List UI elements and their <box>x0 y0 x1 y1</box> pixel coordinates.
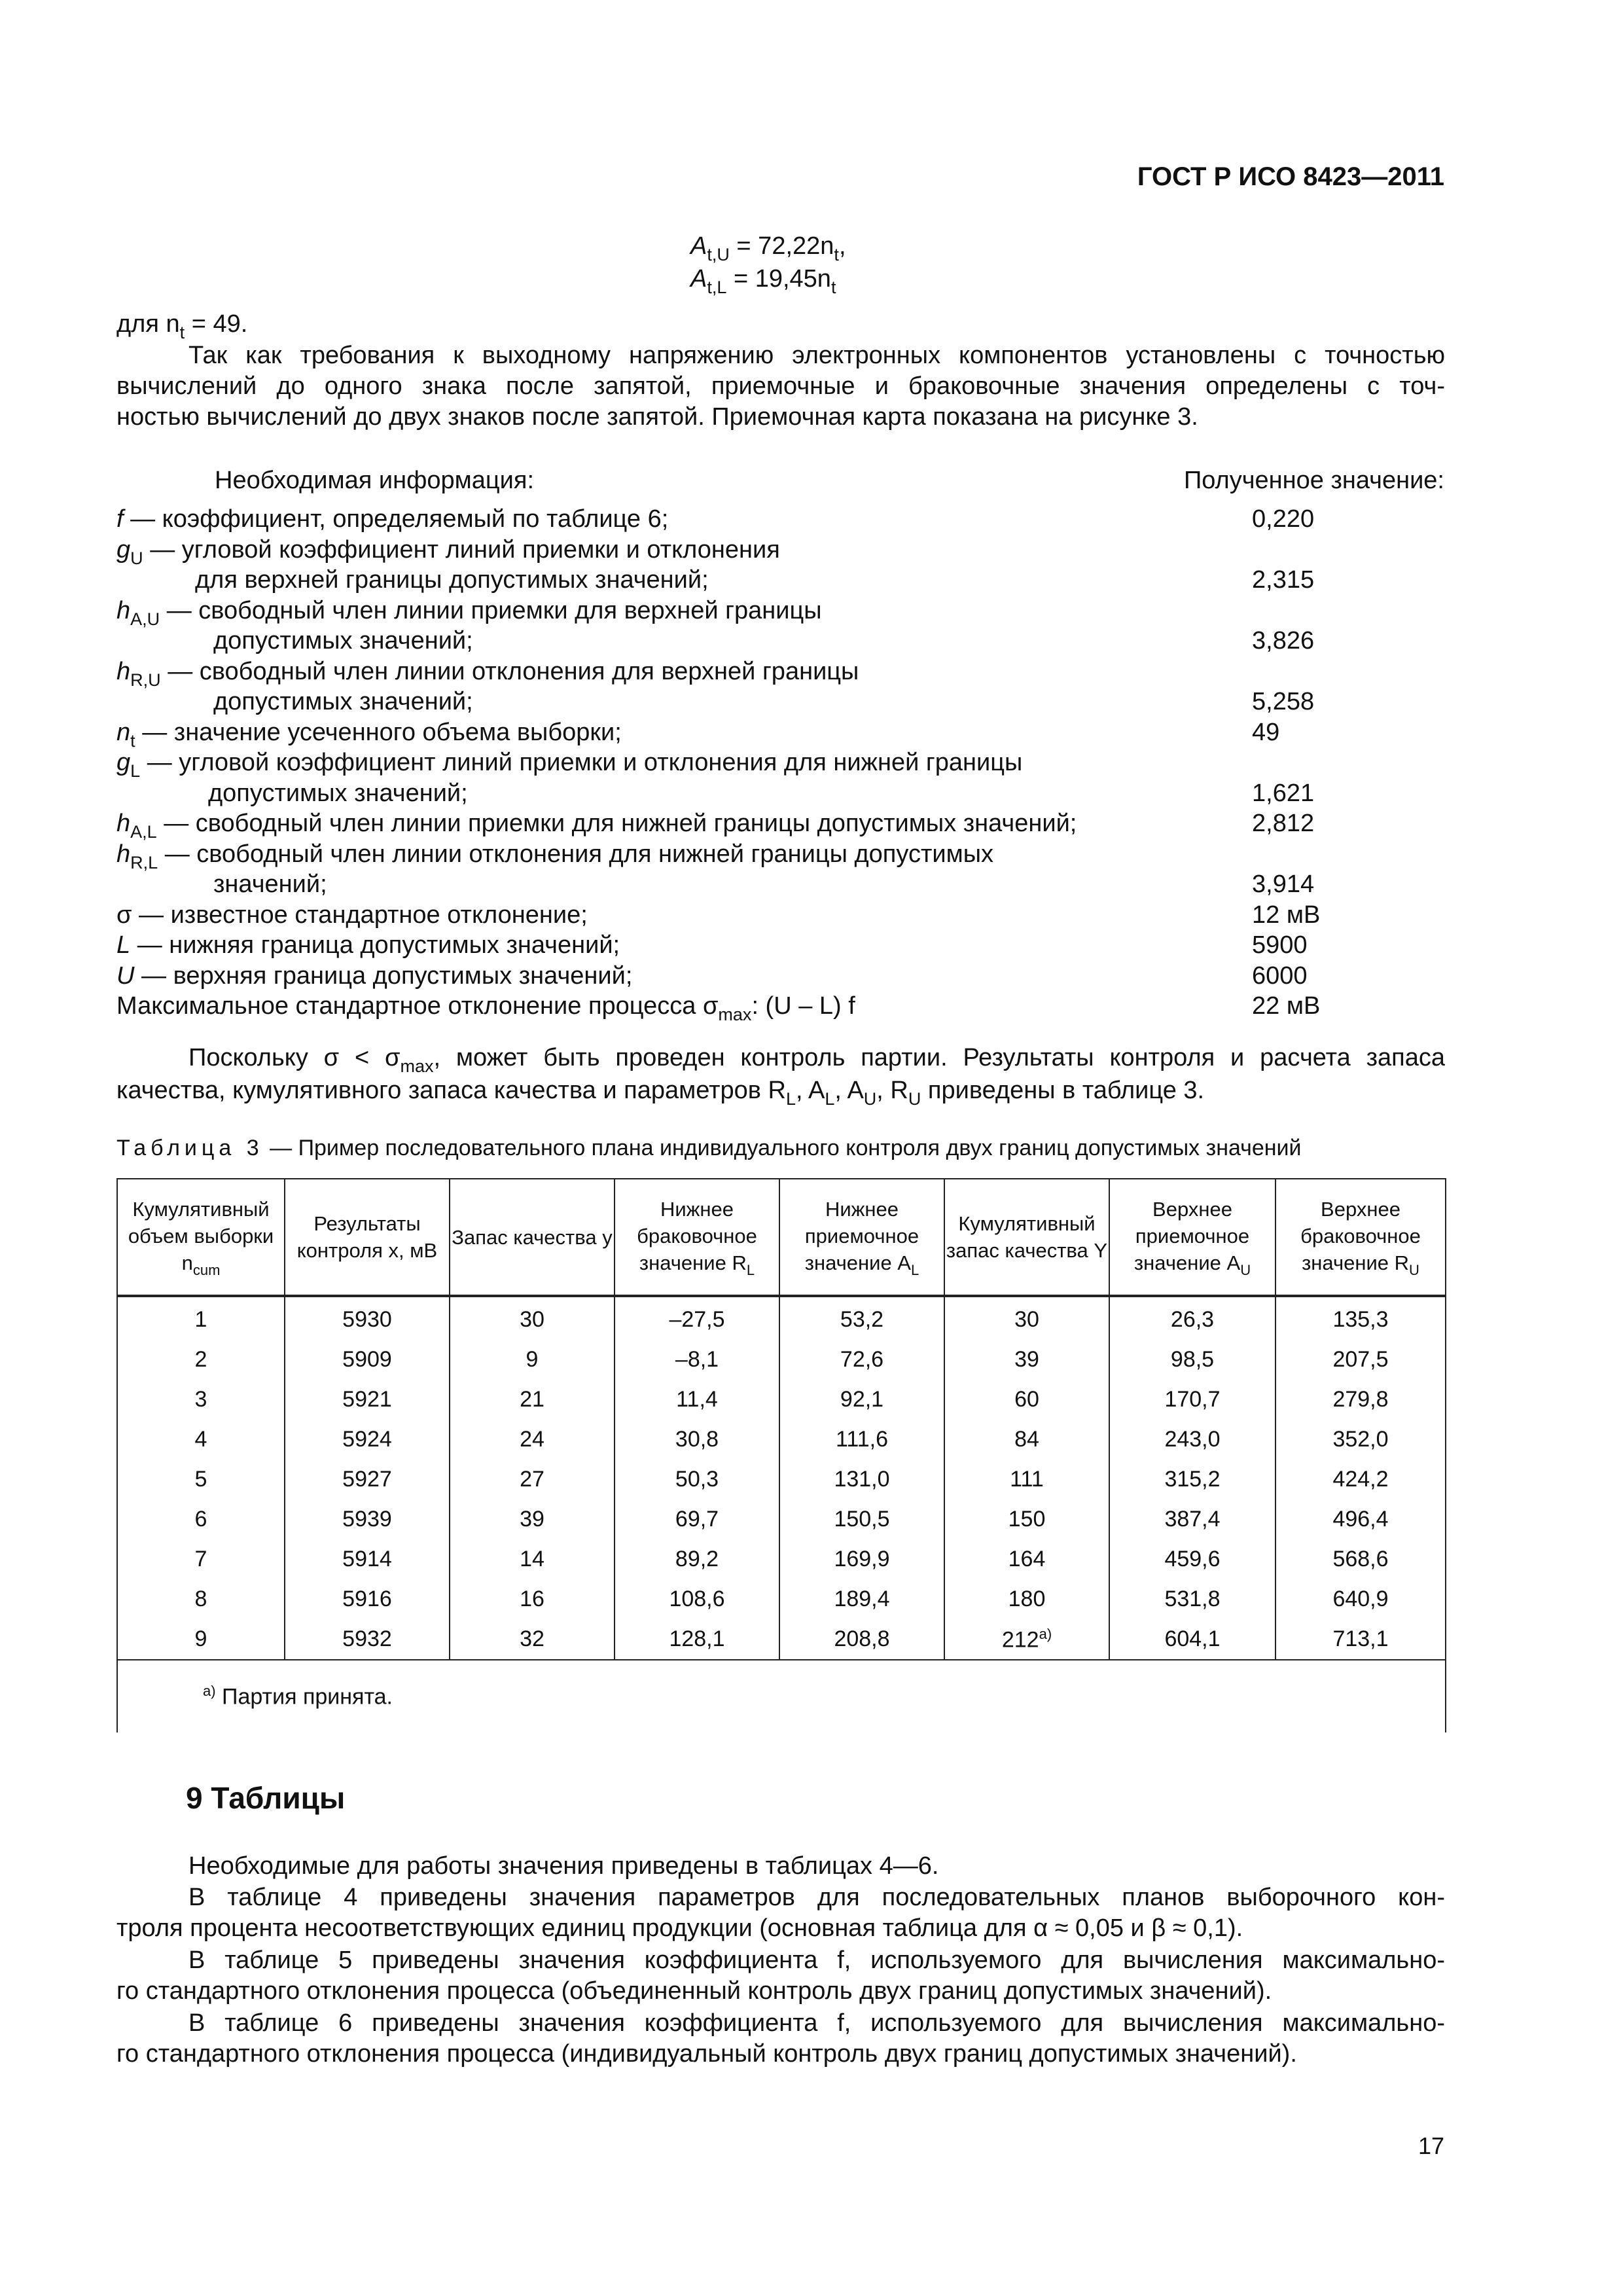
text-span: , R <box>876 1077 908 1104</box>
table-cell: 135,3 <box>1275 1296 1446 1340</box>
text-span <box>117 1296 1446 1732</box>
section-paragraph-2 <box>116 1882 1445 1944</box>
text-span: Нижнее браковочное значение R <box>637 1198 757 1274</box>
text-span: качества, кумулятивного запаса качества и параметров R <box>116 1077 786 1104</box>
section-paragraph-3 <box>116 1945 1445 2007</box>
text-span: 212 <box>1001 1627 1039 1653</box>
text-span: — угловой коэффициент линий приемки и отклонения для нижней границы <box>140 749 1023 776</box>
table-cell: 30,8 <box>615 1420 779 1460</box>
subscript: L <box>825 1089 835 1109</box>
text-span: Запас качества y <box>452 1225 613 1249</box>
table-cell: 8 <box>117 1579 285 1619</box>
for-n-line <box>116 309 1445 342</box>
text-span: Результаты контроля x, мВ <box>296 1212 438 1262</box>
section-paragraph-4 <box>116 2008 1445 2070</box>
table-cell: 189,4 <box>779 1579 944 1619</box>
table-cell: 713,1 <box>1275 1619 1446 1660</box>
formula-at-u <box>690 232 846 264</box>
table-cell: 50,3 <box>615 1460 779 1499</box>
text-span: = 49. <box>185 310 248 338</box>
text-span: = 72,22n <box>729 232 834 260</box>
table-cell: 1 <box>117 1296 285 1340</box>
text-line: В таблице 4 приведены значения параметров для последовательных планов выборочного кон- <box>188 1884 1445 1911</box>
text-span: Кумулятивный объем выборки n <box>128 1198 274 1274</box>
symbol: A <box>690 265 707 293</box>
info-value: 49 <box>1252 718 1280 746</box>
subscript: t <box>130 730 135 751</box>
subscript: t <box>830 278 836 297</box>
info-row <box>116 808 1445 842</box>
section-title: 9 Таблицы <box>186 1781 346 1815</box>
header-upper-accept <box>1109 1179 1275 1296</box>
table-cell: 24 <box>450 1420 615 1460</box>
info-row <box>116 626 1445 656</box>
info-text <box>116 900 588 931</box>
text-span: Поскольку σ < σ <box>188 1044 401 1071</box>
table-cell: 180 <box>944 1579 1109 1619</box>
table-cell: 111 <box>944 1460 1109 1499</box>
text-span: , A <box>834 1077 864 1104</box>
table-cell: 243,0 <box>1109 1420 1275 1460</box>
table-row <box>117 1619 1446 1660</box>
table-row <box>117 1539 1446 1579</box>
subscript: R,U <box>130 670 161 690</box>
symbol: h <box>116 596 131 624</box>
header-results <box>285 1179 450 1296</box>
value-heading: Полученное значение: <box>1183 467 1444 494</box>
table-row <box>117 1296 1446 1340</box>
table-cell: 459,6 <box>1109 1539 1275 1579</box>
table-cell: 5927 <box>285 1460 450 1499</box>
subscript: A,L <box>130 822 157 842</box>
table-cell: 315,2 <box>1109 1460 1275 1499</box>
text-span: — угловой коэффициент линий приемки и отклонения <box>143 535 780 564</box>
symbol: n <box>116 718 131 746</box>
table-cell: 208,8 <box>779 1619 944 1660</box>
info-row <box>116 778 1445 809</box>
text-span: Кумулятивный запас качества Y <box>946 1212 1108 1262</box>
table-cell: 89,2 <box>615 1539 779 1579</box>
symbol: A <box>690 232 707 260</box>
text-span: = 19,45n <box>726 265 831 293</box>
subscript: L <box>785 1089 796 1109</box>
text-span <box>117 1179 1446 1296</box>
info-row <box>116 535 1445 568</box>
header-lower-reject <box>615 1179 779 1296</box>
header-cumulative-margin <box>944 1179 1109 1296</box>
table-cell: 27 <box>450 1460 615 1499</box>
info-text <box>116 839 993 872</box>
info-value: 0,220 <box>1252 505 1315 533</box>
symbol: g <box>116 749 131 776</box>
info-text: значений; <box>213 870 327 898</box>
table-cell: 39 <box>944 1340 1109 1380</box>
subscript: max <box>718 1005 752 1024</box>
table-cell: 5914 <box>285 1539 450 1579</box>
info-value: 22 мВ <box>1252 992 1321 1020</box>
text-span: , A <box>796 1077 825 1104</box>
symbol: f <box>116 505 124 533</box>
subscript: max <box>400 1056 434 1076</box>
info-row <box>116 991 1445 1022</box>
symbol: U <box>116 961 135 990</box>
table-cell: 111,6 <box>779 1420 944 1460</box>
table-footnote <box>117 1660 1446 1732</box>
table-cell: 26,3 <box>1109 1296 1275 1340</box>
table-cell: 387,4 <box>1109 1499 1275 1539</box>
info-row <box>116 596 1445 629</box>
text-line <box>116 1043 1445 1075</box>
page-number: 17 <box>1418 2132 1444 2159</box>
table-cell: 39 <box>450 1499 615 1539</box>
text-line: В таблице 5 приведены значения коэффициента f, используемого для вычисления максимально- <box>188 1946 1445 1974</box>
formula-at-l <box>690 265 836 297</box>
symbol: g <box>116 535 131 564</box>
info-row <box>116 687 1445 717</box>
table-cell: 32 <box>450 1619 615 1660</box>
text-line: ностью вычислений до двух знаков после запятой. Приемочная карта показана на рисунке 3. <box>116 403 1198 431</box>
table-cell: 131,0 <box>779 1460 944 1499</box>
info-row <box>116 504 1445 535</box>
info-row <box>116 747 1445 781</box>
table-cell: 531,8 <box>1109 1579 1275 1619</box>
table-cell: 5932 <box>285 1619 450 1660</box>
table-cell: 9 <box>117 1619 285 1660</box>
info-row <box>116 900 1445 931</box>
text-line <box>116 1075 1445 1108</box>
text-span: — нижняя граница допустимых значений; <box>130 931 620 959</box>
info-text <box>116 808 1077 841</box>
table-cell: 30 <box>450 1296 615 1340</box>
text-span: Нижнее приемочное значение A <box>804 1198 919 1274</box>
symbol: L <box>116 931 131 959</box>
subscript: t <box>834 245 839 264</box>
table-cell: 150 <box>944 1499 1109 1539</box>
subscript: U <box>1409 1262 1419 1278</box>
info-text: допустимых значений; <box>213 627 473 655</box>
table-footnote-row <box>117 1660 1446 1732</box>
subscript: R,L <box>130 852 158 872</box>
text-span: σ <box>116 901 132 929</box>
subscript: cum <box>192 1262 221 1278</box>
header-upper-reject <box>1275 1179 1446 1296</box>
info-value: 5900 <box>1252 931 1308 959</box>
info-text <box>116 535 780 567</box>
info-value: 6000 <box>1252 961 1308 990</box>
subscript: t,U <box>707 245 730 264</box>
info-list <box>116 504 1445 1022</box>
table-cell: 5916 <box>285 1579 450 1619</box>
symbol: h <box>116 810 131 837</box>
header-quality-margin <box>450 1179 615 1296</box>
info-value: 3,914 <box>1252 870 1315 898</box>
table-cell: 6 <box>117 1499 285 1539</box>
table-cell: 108,6 <box>615 1579 779 1619</box>
text-line: В таблице 6 приведены значения коэффициента f, используемого для вычисления максимально- <box>188 2009 1445 2037</box>
table-cell: 640,9 <box>1275 1579 1446 1619</box>
table-cell: 21 <box>450 1380 615 1420</box>
table-cell: 7 <box>117 1539 285 1579</box>
since-paragraph <box>116 1043 1445 1108</box>
table-row <box>117 1420 1446 1460</box>
table-cell: 84 <box>944 1420 1109 1460</box>
text-span: — верхняя граница допустимых значений; <box>134 961 633 990</box>
text-line: Так как требования к выходному напряжению электронных компонентов установлены с точностью <box>188 342 1445 369</box>
table-cell: 11,4 <box>615 1380 779 1420</box>
table-cell: 5921 <box>285 1380 450 1420</box>
info-row <box>116 839 1445 870</box>
header-cumulative-sample <box>117 1179 285 1296</box>
subscript: L <box>911 1262 919 1278</box>
subscript: L <box>746 1262 755 1278</box>
table-cell: 98,5 <box>1109 1340 1275 1380</box>
table-row <box>117 1340 1446 1380</box>
text-line: го стандартного отклонения процесса (объединенный контроль двух границ допустимых значений). <box>116 1977 1272 2005</box>
footnote-mark: а) <box>1039 1625 1052 1642</box>
table-cell: 3 <box>117 1380 285 1420</box>
table-cell: –27,5 <box>615 1296 779 1340</box>
info-row <box>116 565 1445 596</box>
table-row <box>117 1460 1446 1499</box>
text-span: — коэффициент, определяемый по таблице 6; <box>123 505 669 533</box>
text-line: го стандартного отклонения процесса (индивидуальный контроль двух границ допустимых значений). <box>116 2040 1297 2068</box>
info-value: 2,315 <box>1252 566 1315 594</box>
subscript: U <box>908 1089 921 1109</box>
table-cell: –8,1 <box>615 1340 779 1380</box>
info-text <box>116 961 632 992</box>
table-cell: 53,2 <box>779 1296 944 1340</box>
table-row <box>117 1579 1446 1619</box>
table-cell: 207,5 <box>1275 1340 1446 1380</box>
info-row <box>116 869 1445 900</box>
text-span: приведены в таблице 3. <box>921 1077 1205 1104</box>
subscript: U <box>1240 1262 1251 1278</box>
table-cell: 164 <box>944 1539 1109 1579</box>
info-value: 12 мВ <box>1252 901 1321 929</box>
intro-paragraph <box>116 340 1445 433</box>
table-cell: 5939 <box>285 1499 450 1539</box>
table-row <box>117 1499 1446 1539</box>
info-text: для верхней границы допустимых значений; <box>195 566 709 594</box>
table-cell: 14 <box>450 1539 615 1579</box>
info-text <box>116 717 622 750</box>
text-span: для n <box>116 310 180 338</box>
table-cell: 170,7 <box>1109 1380 1275 1420</box>
table-cell: 150,5 <box>779 1499 944 1539</box>
table-cell: 5930 <box>285 1296 450 1340</box>
table-cell: 4 <box>117 1420 285 1460</box>
document-id: ГОСТ Р ИСО 8423—2011 <box>1137 162 1444 191</box>
text-span: : (U – L) f <box>751 992 855 1020</box>
table-cell: 604,1 <box>1109 1619 1275 1660</box>
header-lower-accept <box>779 1179 944 1296</box>
table-3 <box>116 1178 1446 1732</box>
subscript: A,U <box>130 609 160 629</box>
info-row <box>116 930 1445 961</box>
table-cell: 60 <box>944 1380 1109 1420</box>
info-text: допустимых значений; <box>213 688 473 715</box>
subscript: t <box>179 323 185 342</box>
text-span: , может быть проведен контроль партии. Результаты контроля и расчета запаса <box>433 1044 1445 1071</box>
text-span: — свободный член линии отклонения для нижней границы допустимых <box>158 840 994 868</box>
info-text: допустимых значений; <box>208 779 468 807</box>
info-value: 1,621 <box>1252 779 1315 807</box>
info-text <box>116 930 620 961</box>
table-cell: 568,6 <box>1275 1539 1446 1579</box>
info-text <box>116 596 822 628</box>
footnote-mark: а) <box>203 1683 216 1700</box>
text-span: Верхнее приемочное значение A <box>1133 1198 1250 1274</box>
table-cell: 496,4 <box>1275 1499 1446 1539</box>
table-cell: 5924 <box>285 1420 450 1460</box>
text-span: Максимальное стандартное отклонение процесса σ <box>116 992 719 1020</box>
text-span: Партия принята. <box>215 1684 393 1710</box>
text-span: — свободный член линии отклонения для верхней границы <box>160 657 859 685</box>
table-cell: 92,1 <box>779 1380 944 1420</box>
table-cell: 69,7 <box>615 1499 779 1539</box>
info-row <box>116 656 1445 690</box>
table-cell: 30 <box>944 1296 1109 1340</box>
info-text <box>116 656 859 689</box>
text-span: — Пример последовательного плана индивидуального контроля двух границ допустимых значений <box>263 1136 1302 1160</box>
table-cell: 9 <box>450 1340 615 1380</box>
table-cell: 5909 <box>285 1340 450 1380</box>
table-row <box>117 1380 1446 1420</box>
info-row <box>116 717 1445 751</box>
text-span: — известное стандартное отклонение; <box>132 901 588 929</box>
info-value: 5,258 <box>1252 688 1315 715</box>
info-text <box>116 991 855 1024</box>
text-line: вычислений до одного знака после запятой, приемочные и браковочные значения определены с точ- <box>116 372 1445 400</box>
subscript: U <box>863 1089 877 1109</box>
text-span: — свободный член линии приемки для нижней границы допустимых значений; <box>156 810 1077 837</box>
text-span: — свободный член линии приемки для верхней границы <box>160 596 822 624</box>
table-cell: 16 <box>450 1579 615 1619</box>
table-cell: 352,0 <box>1275 1420 1446 1460</box>
subscript: L <box>130 761 141 781</box>
table-cell: 72,6 <box>779 1340 944 1380</box>
table-header-row <box>117 1179 1446 1296</box>
text-span: Таблица 3 <box>116 1136 264 1160</box>
table-cell: 5 <box>117 1460 285 1499</box>
info-row <box>116 961 1445 992</box>
text-span: — значение усеченного объема выборки; <box>135 718 622 746</box>
table-caption <box>116 1136 1302 1161</box>
table-cell <box>944 1619 1109 1660</box>
section-paragraph-1: Необходимые для работы значения приведены в таблицах 4—6. <box>188 1852 939 1880</box>
info-value: 2,812 <box>1252 810 1315 837</box>
text-span: , <box>838 232 846 260</box>
table-cell: 424,2 <box>1275 1460 1446 1499</box>
info-text <box>116 747 1022 780</box>
symbol: h <box>116 657 131 685</box>
info-value: 3,826 <box>1252 627 1315 655</box>
subscript: U <box>130 548 143 568</box>
table-cell: 128,1 <box>615 1619 779 1660</box>
text-span: Верхнее браковочное значение R <box>1300 1198 1421 1274</box>
subscript: t,L <box>707 278 727 297</box>
table-cell: 279,8 <box>1275 1380 1446 1420</box>
table-cell: 2 <box>117 1340 285 1380</box>
table-cell: 169,9 <box>779 1539 944 1579</box>
info-text <box>116 504 668 535</box>
text-line: троля процента несоответствующих единиц продукции (основная таблица для α ≈ 0,05 и β ≈ 0,1). <box>116 1914 1243 1942</box>
info-heading: Необходимая информация: <box>215 467 535 494</box>
symbol: h <box>116 840 131 868</box>
